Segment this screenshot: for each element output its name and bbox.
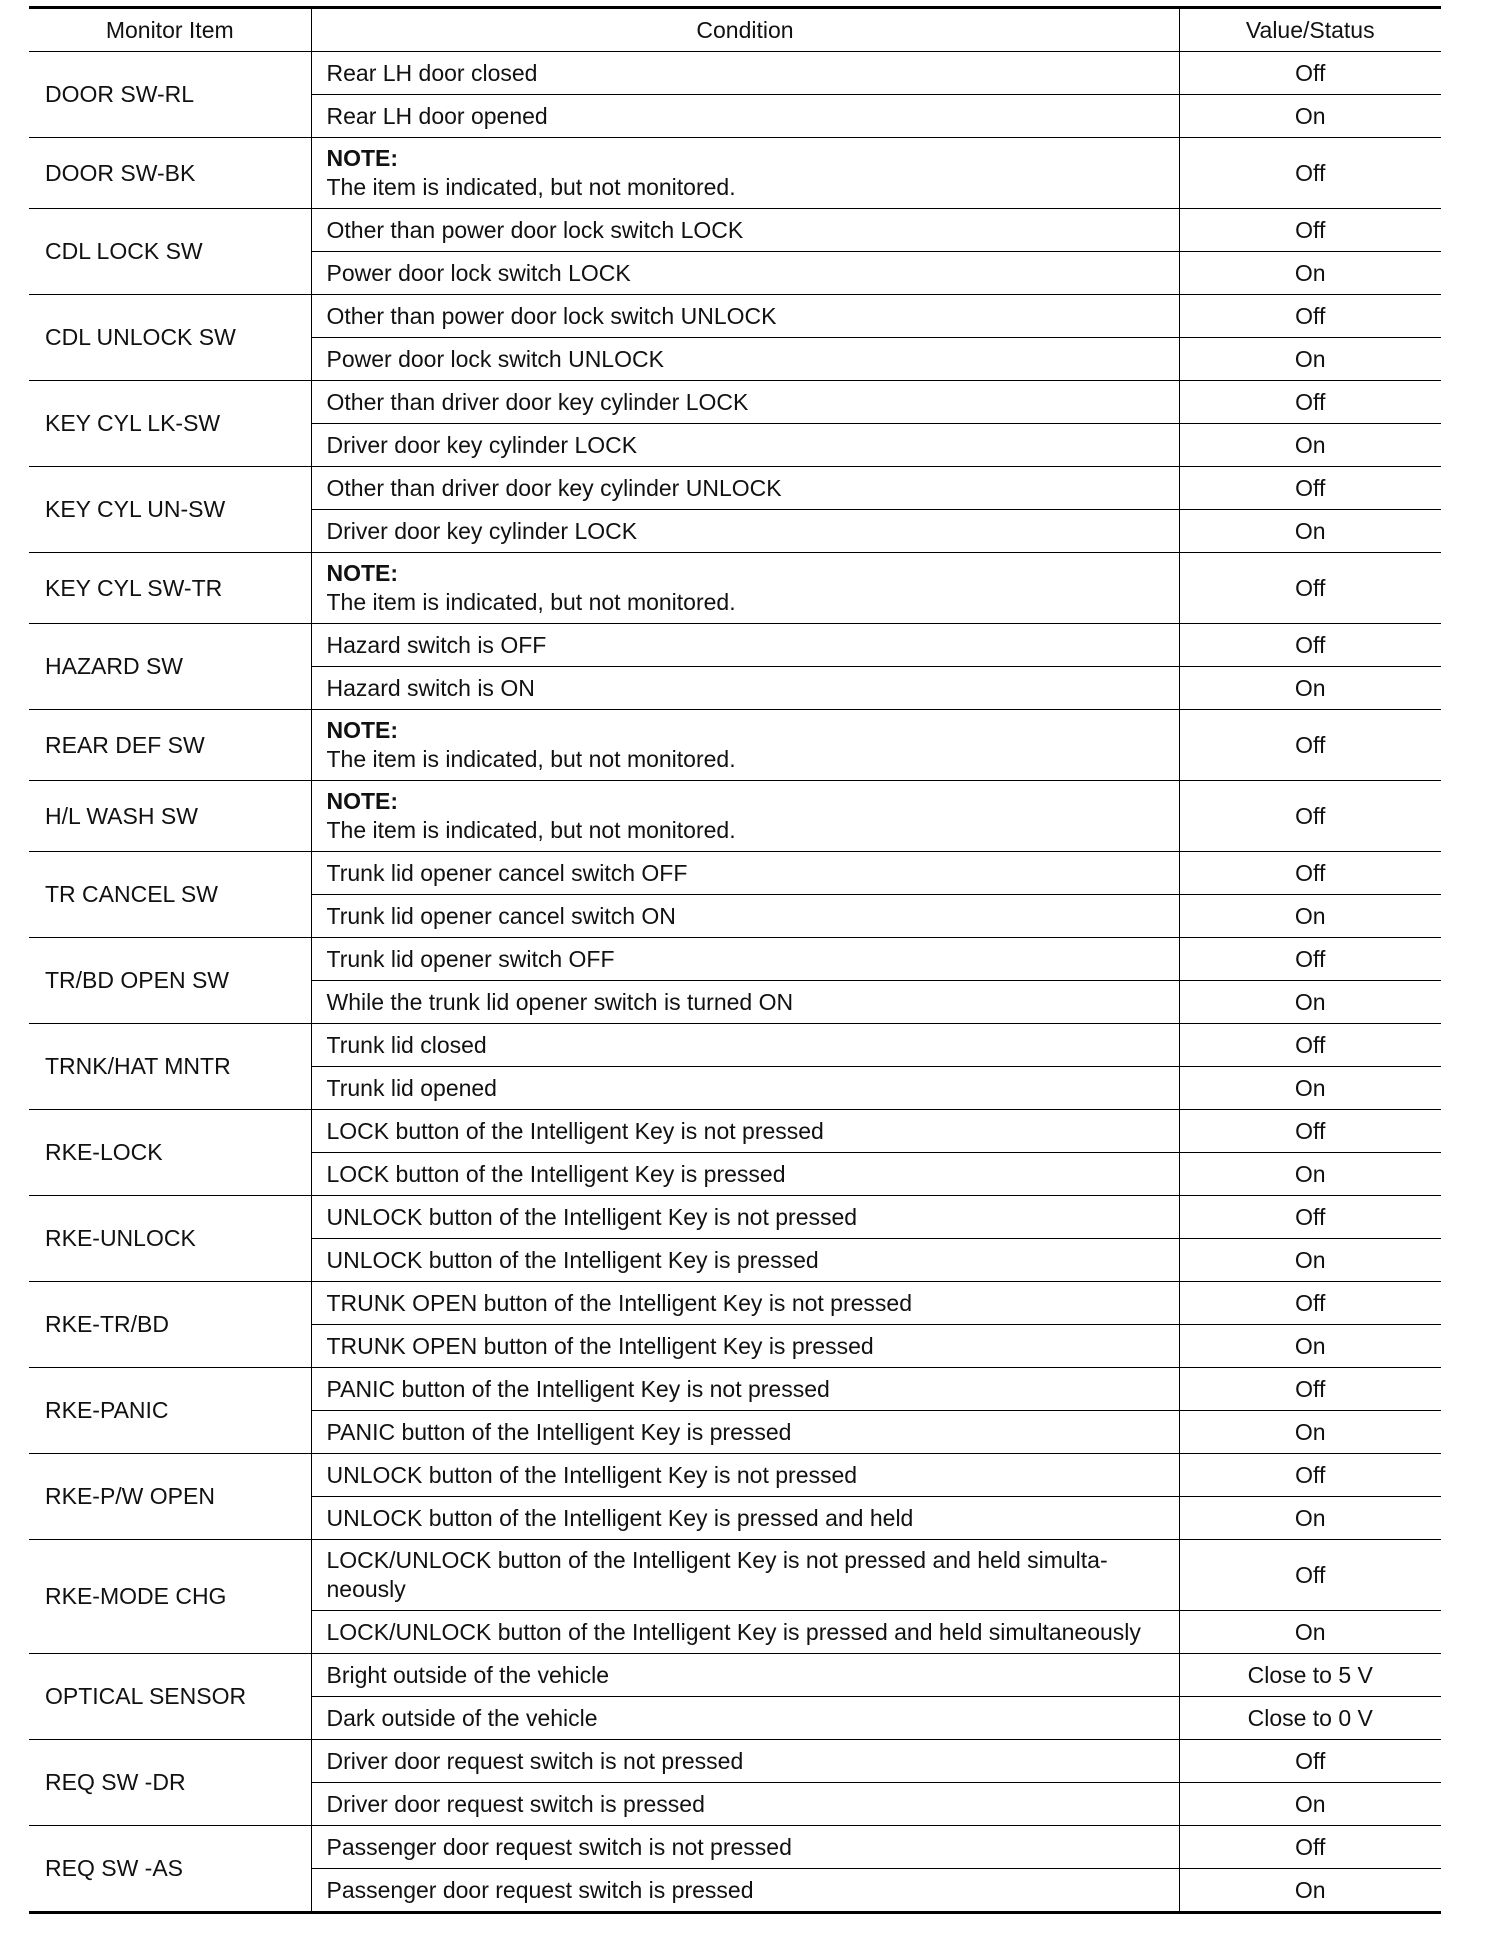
value-status-cell: Off	[1179, 1024, 1441, 1067]
monitor-item-cell: DOOR SW-RL	[29, 52, 311, 138]
value-status-cell: On	[1179, 667, 1441, 710]
table-row	[29, 209, 1441, 252]
value-status-cell: On	[1179, 1067, 1441, 1110]
value-status-cell: On	[1179, 1611, 1441, 1654]
monitor-item-cell: TR/BD OPEN SW	[29, 938, 311, 1024]
condition-cell: UNLOCK button of the Intelligent Key is pressed	[311, 1239, 1179, 1282]
header-value-status: Value/Status	[1179, 8, 1441, 52]
monitor-item-cell: REQ SW -AS	[29, 1826, 311, 1913]
monitor-item-cell: H/L WASH SW	[29, 781, 311, 852]
table-row	[29, 1454, 1441, 1497]
table-row	[29, 710, 1441, 781]
monitor-item-cell: KEY CYL UN-SW	[29, 467, 311, 553]
value-status-cell: Off	[1179, 1540, 1441, 1611]
monitor-item-cell: OPTICAL SENSOR	[29, 1654, 311, 1740]
value-status-cell: On	[1179, 981, 1441, 1024]
condition-cell: Rear LH door opened	[311, 95, 1179, 138]
note-cell	[311, 710, 1179, 781]
monitor-item-cell: DOOR SW-BK	[29, 138, 311, 209]
condition-cell: UNLOCK button of the Intelligent Key is not pressed	[311, 1454, 1179, 1497]
table-body	[29, 52, 1441, 1913]
condition-cell: Other than power door lock switch LOCK	[311, 209, 1179, 252]
document-page	[29, 6, 1441, 1914]
value-status-cell: Off	[1179, 1368, 1441, 1411]
table-row	[29, 624, 1441, 667]
note-label: NOTE:	[326, 717, 399, 743]
value-status-cell: Off	[1179, 1826, 1441, 1869]
condition-cell: PANIC button of the Intelligent Key is pressed	[311, 1411, 1179, 1454]
value-status-cell: On	[1179, 95, 1441, 138]
header-condition: Condition	[311, 8, 1179, 52]
monitor-item-cell: HAZARD SW	[29, 624, 311, 710]
table-row	[29, 1110, 1441, 1153]
table-row	[29, 1740, 1441, 1783]
table-row	[29, 138, 1441, 209]
monitor-item-cell: TRNK/HAT MNTR	[29, 1024, 311, 1110]
value-status-cell: Off	[1179, 52, 1441, 95]
monitor-item-cell: RKE-P/W OPEN	[29, 1454, 311, 1540]
value-status-cell: Off	[1179, 781, 1441, 852]
value-status-cell: Off	[1179, 852, 1441, 895]
condition-cell: Passenger door request switch is not pressed	[311, 1826, 1179, 1869]
value-status-cell: Off	[1179, 467, 1441, 510]
note-cell	[311, 138, 1179, 209]
condition-cell: Trunk lid opener cancel switch ON	[311, 895, 1179, 938]
value-status-cell: On	[1179, 252, 1441, 295]
value-status-cell: Off	[1179, 1282, 1441, 1325]
table-row	[29, 1282, 1441, 1325]
condition-cell: LOCK/UNLOCK button of the Intelligent Key is pressed and held simultaneously	[311, 1611, 1179, 1654]
value-status-cell: Off	[1179, 1740, 1441, 1783]
monitor-item-cell: CDL LOCK SW	[29, 209, 311, 295]
condition-cell: Driver door key cylinder LOCK	[311, 510, 1179, 553]
table-row	[29, 1368, 1441, 1411]
table-row	[29, 1196, 1441, 1239]
monitor-item-cell: TR CANCEL SW	[29, 852, 311, 938]
condition-cell: Driver door request switch is pressed	[311, 1783, 1179, 1826]
condition-cell: LOCK button of the Intelligent Key is not pressed	[311, 1110, 1179, 1153]
note-text: The item is indicated, but not monitored.	[326, 589, 736, 615]
value-status-cell: On	[1179, 1869, 1441, 1913]
condition-cell: Trunk lid opener cancel switch OFF	[311, 852, 1179, 895]
value-status-cell: Off	[1179, 381, 1441, 424]
value-status-cell: On	[1179, 1783, 1441, 1826]
note-label: NOTE:	[326, 788, 399, 814]
condition-cell: While the trunk lid opener switch is turned ON	[311, 981, 1179, 1024]
condition-cell: Hazard switch is ON	[311, 667, 1179, 710]
condition-cell: TRUNK OPEN button of the Intelligent Key is not pressed	[311, 1282, 1179, 1325]
table-row	[29, 52, 1441, 95]
condition-cell: Driver door key cylinder LOCK	[311, 424, 1179, 467]
condition-cell: Other than power door lock switch UNLOCK	[311, 295, 1179, 338]
monitor-item-cell: RKE-PANIC	[29, 1368, 311, 1454]
table-row	[29, 1024, 1441, 1067]
monitor-item-cell: RKE-UNLOCK	[29, 1196, 311, 1282]
condition-cell: Trunk lid opened	[311, 1067, 1179, 1110]
condition-cell: UNLOCK button of the Intelligent Key is not pressed	[311, 1196, 1179, 1239]
condition-cell: LOCK/UNLOCK button of the Intelligent Key is not pressed and held simulta- neously	[311, 1540, 1179, 1611]
condition-cell: Passenger door request switch is pressed	[311, 1869, 1179, 1913]
value-status-cell: Off	[1179, 138, 1441, 209]
monitor-item-table	[29, 6, 1441, 1914]
condition-cell: Other than driver door key cylinder LOCK	[311, 381, 1179, 424]
value-status-cell: Off	[1179, 710, 1441, 781]
condition-cell: Power door lock switch UNLOCK	[311, 338, 1179, 381]
value-status-cell: Off	[1179, 1196, 1441, 1239]
table-row	[29, 1654, 1441, 1697]
value-status-cell: Off	[1179, 295, 1441, 338]
table-row	[29, 553, 1441, 624]
value-status-cell: Close to 0 V	[1179, 1697, 1441, 1740]
value-status-cell: On	[1179, 424, 1441, 467]
value-status-cell: Off	[1179, 209, 1441, 252]
header-row	[29, 8, 1441, 52]
condition-cell: Dark outside of the vehicle	[311, 1697, 1179, 1740]
monitor-item-cell: CDL UNLOCK SW	[29, 295, 311, 381]
note-cell	[311, 553, 1179, 624]
value-status-cell: Off	[1179, 1110, 1441, 1153]
value-status-cell: On	[1179, 1239, 1441, 1282]
condition-cell: LOCK button of the Intelligent Key is pressed	[311, 1153, 1179, 1196]
condition-cell: UNLOCK button of the Intelligent Key is pressed and held	[311, 1497, 1179, 1540]
monitor-item-cell: REAR DEF SW	[29, 710, 311, 781]
table-row	[29, 938, 1441, 981]
note-text: The item is indicated, but not monitored.	[326, 817, 736, 843]
monitor-item-cell: KEY CYL LK-SW	[29, 381, 311, 467]
table-row	[29, 1826, 1441, 1869]
table-row	[29, 781, 1441, 852]
table-row	[29, 467, 1441, 510]
condition-cell: Power door lock switch LOCK	[311, 252, 1179, 295]
monitor-item-cell: RKE-MODE CHG	[29, 1540, 311, 1654]
table-row	[29, 852, 1441, 895]
condition-cell: Rear LH door closed	[311, 52, 1179, 95]
table-header	[29, 8, 1441, 52]
value-status-cell: On	[1179, 1497, 1441, 1540]
condition-cell: Hazard switch is OFF	[311, 624, 1179, 667]
note-label: NOTE:	[326, 560, 399, 586]
note-cell	[311, 781, 1179, 852]
monitor-item-cell: KEY CYL SW-TR	[29, 553, 311, 624]
header-monitor-item: Monitor Item	[29, 8, 311, 52]
monitor-item-cell: REQ SW -DR	[29, 1740, 311, 1826]
value-status-cell: On	[1179, 338, 1441, 381]
condition-cell: TRUNK OPEN button of the Intelligent Key is pressed	[311, 1325, 1179, 1368]
value-status-cell: On	[1179, 1411, 1441, 1454]
value-status-cell: Off	[1179, 553, 1441, 624]
condition-cell: Bright outside of the vehicle	[311, 1654, 1179, 1697]
condition-cell: Driver door request switch is not pressed	[311, 1740, 1179, 1783]
table-row	[29, 295, 1441, 338]
condition-cell: Trunk lid closed	[311, 1024, 1179, 1067]
table-row	[29, 1540, 1441, 1611]
value-status-cell: Close to 5 V	[1179, 1654, 1441, 1697]
monitor-item-cell: RKE-TR/BD	[29, 1282, 311, 1368]
note-text: The item is indicated, but not monitored.	[326, 174, 736, 200]
condition-cell: Trunk lid opener switch OFF	[311, 938, 1179, 981]
value-status-cell: Off	[1179, 1454, 1441, 1497]
value-status-cell: On	[1179, 1325, 1441, 1368]
note-text: The item is indicated, but not monitored.	[326, 746, 736, 772]
value-status-cell: On	[1179, 510, 1441, 553]
monitor-item-cell: RKE-LOCK	[29, 1110, 311, 1196]
condition-cell: PANIC button of the Intelligent Key is not pressed	[311, 1368, 1179, 1411]
note-label: NOTE:	[326, 145, 399, 171]
value-status-cell: Off	[1179, 938, 1441, 981]
value-status-cell: On	[1179, 895, 1441, 938]
value-status-cell: On	[1179, 1153, 1441, 1196]
table-row	[29, 381, 1441, 424]
condition-cell: Other than driver door key cylinder UNLOCK	[311, 467, 1179, 510]
value-status-cell: Off	[1179, 624, 1441, 667]
